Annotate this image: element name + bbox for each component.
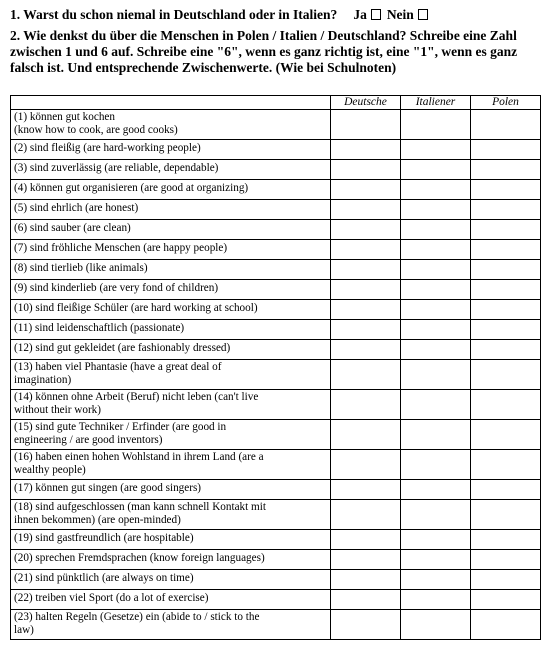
rating-cell-deutsche[interactable] xyxy=(331,320,401,340)
rating-cell-italiener[interactable] xyxy=(401,200,471,220)
table-row xyxy=(11,420,541,450)
statement-line: (22) treiben viel Sport (do a lot of exercise) xyxy=(14,592,209,604)
statement-cell xyxy=(11,610,331,640)
header-statement xyxy=(11,96,331,110)
statement-cell xyxy=(11,110,331,140)
rating-cell-italiener[interactable] xyxy=(401,420,471,450)
statement-line: (10) sind fleißige Schüler (are hard working at school) xyxy=(14,302,258,314)
no-label: Nein xyxy=(386,7,414,22)
rating-cell-deutsche[interactable] xyxy=(331,450,401,480)
statement-cell xyxy=(11,140,331,160)
table-row xyxy=(11,360,541,390)
rating-cell-polen[interactable] xyxy=(471,590,541,610)
rating-cell-deutsche[interactable] xyxy=(331,240,401,260)
rating-cell-polen[interactable] xyxy=(471,610,541,640)
rating-cell-italiener[interactable] xyxy=(401,360,471,390)
rating-cell-polen[interactable] xyxy=(471,110,541,140)
statement-line: (8) sind tierlieb (like animals) xyxy=(14,262,148,274)
statement-line: wealthy people) xyxy=(14,464,86,476)
rating-cell-italiener[interactable] xyxy=(401,140,471,160)
rating-cell-polen[interactable] xyxy=(471,450,541,480)
statement-cell xyxy=(11,240,331,260)
rating-table xyxy=(10,95,541,640)
rating-cell-deutsche[interactable] xyxy=(331,340,401,360)
rating-cell-italiener[interactable] xyxy=(401,390,471,420)
statement-line: (2) sind fleißig (are hard-working people) xyxy=(14,142,201,154)
statement-line: (23) halten Regeln (Gesetze) ein (abide to / stick to the xyxy=(14,611,260,623)
rating-cell-deutsche[interactable] xyxy=(331,140,401,160)
rating-cell-deutsche[interactable] xyxy=(331,420,401,450)
table-row xyxy=(11,550,541,570)
statement-cell xyxy=(11,420,331,450)
rating-cell-italiener[interactable] xyxy=(401,180,471,200)
statement-line: (15) sind gute Techniker / Erfinder (are good in xyxy=(14,421,227,433)
statement-line: (3) sind zuverlässig (are reliable, dependable) xyxy=(14,162,219,174)
rating-cell-polen[interactable] xyxy=(471,260,541,280)
table-row xyxy=(11,300,541,320)
rating-cell-polen[interactable] xyxy=(471,500,541,530)
statement-line: (13) haben viel Phantasie (have a great deal of xyxy=(14,361,222,373)
table-row xyxy=(11,450,541,480)
statement-line: ihnen bekommen) (are open-minded) xyxy=(14,514,181,526)
statement-line: (4) können gut organisieren (are good at organizing) xyxy=(14,182,249,194)
statement-cell xyxy=(11,280,331,300)
statement-line: (16) haben einen hohen Wohlstand in ihrem Land (are a xyxy=(14,451,264,463)
statement-line: (21) sind pünktlich (are always on time) xyxy=(14,572,194,584)
yes-checkbox[interactable] xyxy=(371,9,381,20)
rating-cell-polen[interactable] xyxy=(471,360,541,390)
statement-line: engineering / are good inventors) xyxy=(14,434,163,446)
rating-cell-deutsche[interactable] xyxy=(331,260,401,280)
statement-cell xyxy=(11,530,331,550)
header-polen: Polen xyxy=(471,96,541,110)
table-row xyxy=(11,390,541,420)
statement-cell xyxy=(11,390,331,420)
table-row xyxy=(11,320,541,340)
table-row xyxy=(11,110,541,140)
rating-cell-deutsche[interactable] xyxy=(331,590,401,610)
table-row xyxy=(11,260,541,280)
question-1 xyxy=(10,7,434,23)
rating-cell-polen[interactable] xyxy=(471,480,541,500)
rating-cell-italiener[interactable] xyxy=(401,340,471,360)
statement-line: (14) können ohne Arbeit (Beruf) nicht leben (can't live xyxy=(14,391,259,403)
rating-cell-polen[interactable] xyxy=(471,420,541,450)
rating-cell-polen[interactable] xyxy=(471,180,541,200)
statement-line: without their work) xyxy=(14,404,101,416)
table-row xyxy=(11,590,541,610)
statement-cell xyxy=(11,570,331,590)
rating-cell-deutsche[interactable] xyxy=(331,220,401,240)
statement-line: law) xyxy=(14,624,34,636)
rating-cell-deutsche[interactable] xyxy=(331,550,401,570)
rating-cell-italiener[interactable] xyxy=(401,240,471,260)
statement-line: (12) sind gut gekleidet (are fashionably dressed) xyxy=(14,342,231,354)
table-row xyxy=(11,280,541,300)
table-row xyxy=(11,180,541,200)
statement-cell xyxy=(11,590,331,610)
rating-cell-polen[interactable] xyxy=(471,300,541,320)
rating-cell-polen[interactable] xyxy=(471,530,541,550)
statement-line: (1) können gut kochen xyxy=(14,111,115,123)
statement-line: imagination) xyxy=(14,374,72,386)
rating-cell-italiener[interactable] xyxy=(401,590,471,610)
rating-cell-polen[interactable] xyxy=(471,280,541,300)
statement-cell xyxy=(11,320,331,340)
rating-cell-italiener[interactable] xyxy=(401,260,471,280)
statement-line: (know how to cook, are good cooks) xyxy=(14,124,178,136)
rating-cell-polen[interactable] xyxy=(471,340,541,360)
rating-cell-deutsche[interactable] xyxy=(331,160,401,180)
statement-line: (6) sind sauber (are clean) xyxy=(14,222,131,234)
rating-cell-polen[interactable] xyxy=(471,570,541,590)
statement-cell xyxy=(11,340,331,360)
header-italiener: Italiener xyxy=(401,96,471,110)
rating-cell-polen[interactable] xyxy=(471,240,541,260)
statement-cell xyxy=(11,220,331,240)
table-row xyxy=(11,570,541,590)
rating-cell-italiener[interactable] xyxy=(401,530,471,550)
table-row xyxy=(11,160,541,180)
statement-line: (20) sprechen Fremdsprachen (know foreign languages) xyxy=(14,552,265,564)
statement-cell xyxy=(11,480,331,500)
statement-cell xyxy=(11,200,331,220)
rating-cell-deutsche[interactable] xyxy=(331,500,401,530)
rating-cell-deutsche[interactable] xyxy=(331,390,401,420)
table-row xyxy=(11,610,541,640)
table-row xyxy=(11,240,541,260)
table-row xyxy=(11,480,541,500)
statement-cell xyxy=(11,160,331,180)
rating-cell-deutsche[interactable] xyxy=(331,530,401,550)
table-row xyxy=(11,220,541,240)
rating-cell-deutsche[interactable] xyxy=(331,110,401,140)
rating-cell-polen[interactable] xyxy=(471,320,541,340)
rating-cell-deutsche[interactable] xyxy=(331,610,401,640)
statement-line: (19) sind gastfreundlich (are hospitable) xyxy=(14,532,194,544)
rating-cell-deutsche[interactable] xyxy=(331,280,401,300)
rating-cell-polen[interactable] xyxy=(471,200,541,220)
rating-cell-italiener[interactable] xyxy=(401,320,471,340)
rating-cell-italiener[interactable] xyxy=(401,500,471,530)
statement-cell xyxy=(11,180,331,200)
rating-cell-deutsche[interactable] xyxy=(331,200,401,220)
rating-cell-polen[interactable] xyxy=(471,140,541,160)
statement-cell xyxy=(11,500,331,530)
statement-line: (9) sind kinderlieb (are very fond of children) xyxy=(14,282,219,294)
rating-cell-italiener[interactable] xyxy=(401,220,471,240)
statement-cell xyxy=(11,360,331,390)
header-deutsche: Deutsche xyxy=(331,96,401,110)
rating-cell-italiener[interactable] xyxy=(401,480,471,500)
statement-line: (11) sind leidenschaftlich (passionate) xyxy=(14,322,185,334)
rating-cell-deutsche[interactable] xyxy=(331,570,401,590)
statement-line: (17) können gut singen (are good singers) xyxy=(14,482,202,494)
statement-line: (5) sind ehrlich (are honest) xyxy=(14,202,139,214)
rating-cell-polen[interactable] xyxy=(471,390,541,420)
rating-cell-italiener[interactable] xyxy=(401,160,471,180)
rating-cell-italiener[interactable] xyxy=(401,280,471,300)
rating-cell-italiener[interactable] xyxy=(401,570,471,590)
table-row xyxy=(11,340,541,360)
rating-cell-italiener[interactable] xyxy=(401,450,471,480)
rating-cell-italiener[interactable] xyxy=(401,610,471,640)
statement-cell xyxy=(11,260,331,280)
table-row xyxy=(11,500,541,530)
question-1-text: 1. Warst du schon niemal in Deutschland oder in Italien? xyxy=(10,7,338,22)
statement-line: (7) sind fröhliche Menschen (are happy people) xyxy=(14,242,228,254)
question-2: 2. Wie denkst du über die Menschen in Polen / Italien / Deutschland? Schreibe eine Zahl zwischen 1 und 6 auf. Schreibe eine "6", wenn es ganz richtig ist, eine "1", wenn es ganz falsch ist. Und entsprechende Zwischenwerte. (Wie bei Schulnoten) xyxy=(10,28,518,75)
no-checkbox[interactable] xyxy=(418,9,428,20)
rating-cell-polen[interactable] xyxy=(471,220,541,240)
rating-cell-deutsche[interactable] xyxy=(331,180,401,200)
rating-cell-deutsche[interactable] xyxy=(331,360,401,390)
statement-cell xyxy=(11,550,331,570)
table-row xyxy=(11,530,541,550)
rating-cell-polen[interactable] xyxy=(471,550,541,570)
table-row xyxy=(11,140,541,160)
statement-cell xyxy=(11,450,331,480)
rating-cell-italiener[interactable] xyxy=(401,300,471,320)
table-row xyxy=(11,200,541,220)
statement-cell xyxy=(11,300,331,320)
table-header-row xyxy=(11,96,541,110)
statement-line: (18) sind aufgeschlossen (man kann schnell Kontakt mit xyxy=(14,501,266,513)
rating-cell-polen[interactable] xyxy=(471,160,541,180)
yes-label: Ja xyxy=(353,7,367,22)
rating-cell-deutsche[interactable] xyxy=(331,480,401,500)
rating-cell-italiener[interactable] xyxy=(401,110,471,140)
rating-cell-italiener[interactable] xyxy=(401,550,471,570)
rating-cell-deutsche[interactable] xyxy=(331,300,401,320)
